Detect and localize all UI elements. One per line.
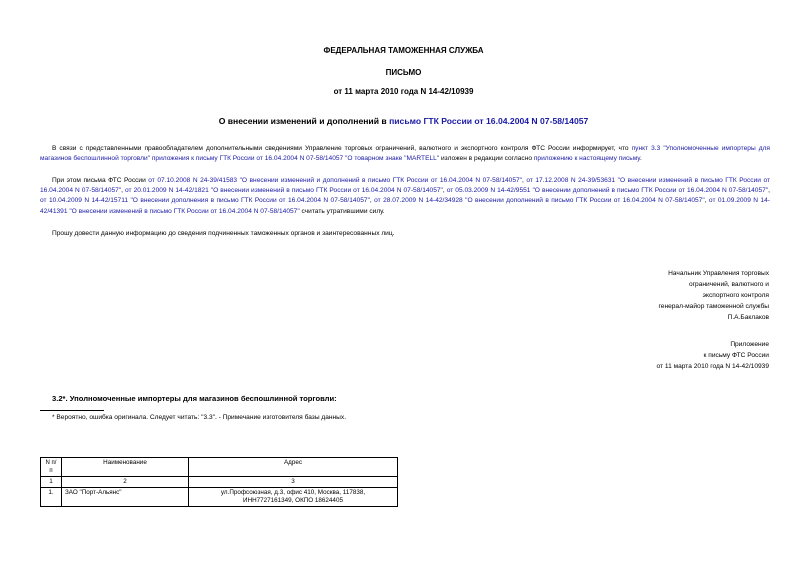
p2-text-1: При этом письма ФТС России bbox=[52, 177, 149, 184]
subject-link[interactable]: письмо ГТК России от 16.04.2004 N 07-58/14057 bbox=[389, 116, 589, 126]
p1-text-3: . bbox=[639, 155, 642, 163]
p2-link-4[interactable]: от 05.03.2009 N 14-42/9551 "О внесении дополнений в письмо ГТК России от 16.04.2004 N 07-58/14057" bbox=[446, 187, 769, 195]
table-cell-name: ЗАО "Порт-Альянс" bbox=[62, 488, 189, 507]
appendix-header bbox=[657, 339, 769, 372]
p2-link-7[interactable]: от 01.09.2009 N 14-42/41391 "О внесении изменений в письмо ГТК России от 16.04.2004 N 07-58/14057" bbox=[40, 197, 770, 215]
document-date-number: от 11 марта 2010 года N 14-42/10939 bbox=[333, 87, 474, 96]
p2-text-2: считать утратившими силу. bbox=[299, 207, 385, 215]
p2-sep: , bbox=[704, 197, 709, 205]
footnote: * Вероятно, ошибка оригинала. Следует читать: "3.3". - Примечание изготовителя базы данных. bbox=[52, 414, 347, 421]
p2-sep: , bbox=[121, 187, 126, 195]
footnote-divider bbox=[40, 410, 104, 411]
table-cell: 1 bbox=[41, 477, 62, 488]
address-line: ул.Профсоюзная, д.3, офис 410, Москва, 117838, bbox=[220, 489, 366, 496]
appendix-date: от 11 марта 2010 года N 14-42/10939 bbox=[656, 363, 769, 370]
section-title: 3.2*. Уполномоченные импортеры для магазинов беспошлинной торговли: bbox=[52, 394, 337, 403]
p1-text-2: изложен в редакции согласно bbox=[439, 155, 534, 163]
address-line: ИНН7727161349, ОКПО 18624405 bbox=[243, 497, 343, 504]
p2-sep: , bbox=[768, 187, 770, 195]
signature-block bbox=[659, 268, 769, 323]
p2-sep: , bbox=[442, 187, 447, 195]
signature-line: генерал-майор таможенной службы bbox=[658, 303, 769, 310]
p2-link-1[interactable]: от 07.10.2008 N 24-39/41583 "О внесении изменений и дополнений в письмо ГТК России от 16.04.2004 N 07-58/14057" bbox=[148, 177, 522, 184]
table-cell-num: 1. bbox=[41, 488, 62, 507]
agency-title: ФЕДЕРАЛЬНАЯ ТАМОЖЕННАЯ СЛУЖБА bbox=[323, 46, 484, 55]
table-header-cell: N п/п bbox=[41, 458, 62, 477]
paragraph-3: Прошу довести данную информацию до сведения подчиненных таможенных органов и заинтересованных лиц. bbox=[52, 230, 395, 237]
table-cell: 2 bbox=[62, 477, 189, 488]
paragraph-1 bbox=[40, 144, 770, 164]
document-subject bbox=[0, 116, 807, 126]
table-header-cell: Адрес bbox=[189, 458, 398, 477]
table-header-row bbox=[41, 458, 398, 477]
subject-prefix: О внесении изменений и дополнений в bbox=[218, 116, 390, 126]
signature-line: ограничений, валютного и bbox=[688, 281, 769, 288]
p2-link-5[interactable]: от 10.04.2009 N 14-42/15711 "О внесении дополнения в письмо ГТК России от 16.04.2004 N 07-58/14057" bbox=[40, 197, 370, 205]
table-cell-address bbox=[189, 488, 398, 507]
p1-text-1: В связи с представленными правообладателем дополнительными сведениями Управление торговых ограничений, валютного и экспортного контроля ФТС России информирует, что bbox=[52, 145, 632, 152]
p1-link-appendix[interactable]: приложению к настоящему письму bbox=[533, 155, 640, 163]
importers-table bbox=[40, 457, 398, 507]
p2-link-3[interactable]: от 20.01.2009 N 14-42/1821 "О внесении изменений в письмо ГТК России от 16.04.2004 N 07-58/14057" bbox=[125, 187, 443, 195]
signature-line: экспортного контроля bbox=[702, 292, 769, 299]
p2-link-2[interactable]: от 17.12.2008 N 24-39/53631 "О внесении изменений в письмо ГТК России от 16.04.2004 N 07-58/14057" bbox=[40, 177, 770, 195]
table-header-cell: Наименование bbox=[62, 458, 189, 477]
appendix-ref: к письму ФТС России bbox=[703, 352, 769, 359]
signature-line: Начальник Управления торговых bbox=[668, 270, 769, 277]
paragraph-2 bbox=[40, 176, 770, 217]
signer-name: П.А.Баклаков bbox=[727, 314, 769, 321]
table-row bbox=[41, 488, 398, 507]
p2-sep: , bbox=[369, 197, 375, 205]
p2-link-6[interactable]: от 28.07.2009 N 14-42/34928 "О внесении дополнений в письмо ГТК России от 16.04.2004 N 07-58/14057" bbox=[374, 197, 705, 205]
document-type: ПИСЬМО bbox=[385, 68, 422, 77]
table-numbering-row bbox=[41, 477, 398, 488]
appendix-title: Приложение bbox=[730, 341, 769, 348]
p1-link-clause[interactable]: пункт 3.3 "Уполномоченные импортеры для магазинов беспошлинной торговли" приложения к письму ГТК России от 16.04.2004 N 07-58/14057 "О товарном знаке "MARTELL" bbox=[40, 145, 770, 163]
p2-sep: , bbox=[522, 177, 527, 184]
table-cell: 3 bbox=[189, 477, 398, 488]
